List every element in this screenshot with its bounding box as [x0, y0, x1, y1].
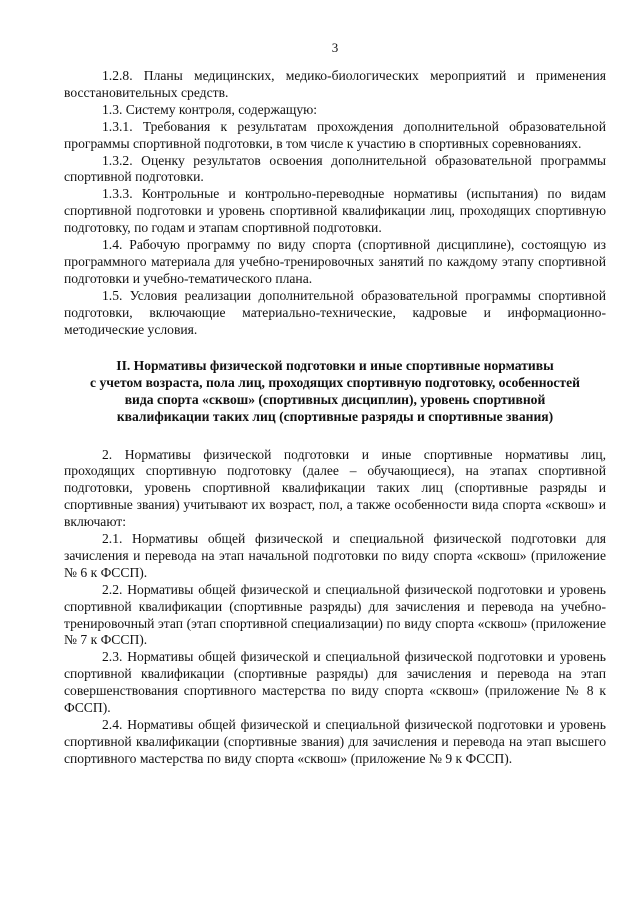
- paragraph-2-2: 2.2. Нормативы общей физической и специальной физической подготовки и уровень спортивной квалификации (спортивные разряды) для зачисления и перевода на учебно-тренировочный этап (этап спортивной специализации) по виду спорта «сквош» (приложение № 7 к ФССП).: [64, 581, 606, 648]
- paragraph-1-3-1: 1.3.1. Требования к результатам прохождения дополнительной образовательной программы спортивной подготовки, в том числе к участию в спортивных соревнованиях.: [64, 118, 606, 151]
- paragraph-1-3-3: 1.3.3. Контрольные и контрольно-переводные нормативы (испытания) по видам спортивной подготовки и уровень спортивной квалификации лиц, проходящих спортивную подготовку, по годам и этапам спортивной подготовки.: [64, 186, 606, 236]
- top-paragraphs: [64, 68, 606, 339]
- bottom-paragraphs: [64, 447, 606, 768]
- section-heading-line: вида спорта «сквош» (спортивных дисциплин), уровень спортивной: [124, 391, 546, 407]
- section-heading-line: с учетом возраста, пола лиц, проходящих спортивную подготовку, особенностей: [90, 374, 580, 390]
- paragraph-2-4: 2.4. Нормативы общей физической и специальной физической подготовки и уровень спортивной квалификации (спортивные звания) для зачисления и перевода на этап высшего спортивного мастерства по виду спорта «сквош» (приложение № 9 к ФССП).: [64, 717, 606, 766]
- section-heading: [64, 357, 606, 425]
- paragraph-1-4: 1.4. Рабочую программу по виду спорта (спортивной дисциплине), состоящую из программного материала для учебно-тренировочных занятий по каждому этапу спортивной подготовки и учебно-тематического плана.: [64, 237, 606, 286]
- paragraph-2-3: 2.3. Нормативы общей физической и специальной физической подготовки и уровень спортивной квалификации (спортивные разряды) для зачисления и перевода на этап совершенствования спортивного мастерства по виду спорта «сквош» (приложение № 8 к ФССП).: [64, 649, 606, 716]
- paragraph-2: 2. Нормативы физической подготовки и иные спортивные нормативы лиц, проходящих спортивную подготовку (далее – обучающиеся), на этапах спортивной подготовки, уровень спортивной квалификации таких лиц (спортивные разряды и спортивные звания) учитывают их возраст, пол, а также особенности вида спорта «сквош» и включают:: [64, 446, 606, 530]
- paragraph-1-5: 1.5. Условия реализации дополнительной образовательной программы спортивной подготовки, включающие материально-технические, кадровые и информационно-методические условия.: [64, 287, 606, 337]
- paragraph-1-2-8: 1.2.8. Планы медицинских, медико-биологических мероприятий и применения восстановительных средств.: [64, 68, 606, 100]
- section-heading-line: II. Нормативы физической подготовки и иные спортивные нормативы: [116, 357, 554, 373]
- page-number: 3: [331, 40, 339, 55]
- section-heading-line: квалификации таких лиц (спортивные разряды и спортивные звания): [116, 408, 554, 424]
- paragraph-1-3: 1.3. Систему контроля, содержащую:: [102, 101, 318, 117]
- paragraph-1-3-2: 1.3.2. Оценку результатов освоения дополнительной образовательной программы спортивной подготовки.: [64, 152, 606, 185]
- paragraph-2-1: 2.1. Нормативы общей физической и специальной физической подготовки для зачисления и перевода на этап начальной подготовки по виду спорта «сквош» (приложение № 6 к ФССП).: [64, 531, 606, 580]
